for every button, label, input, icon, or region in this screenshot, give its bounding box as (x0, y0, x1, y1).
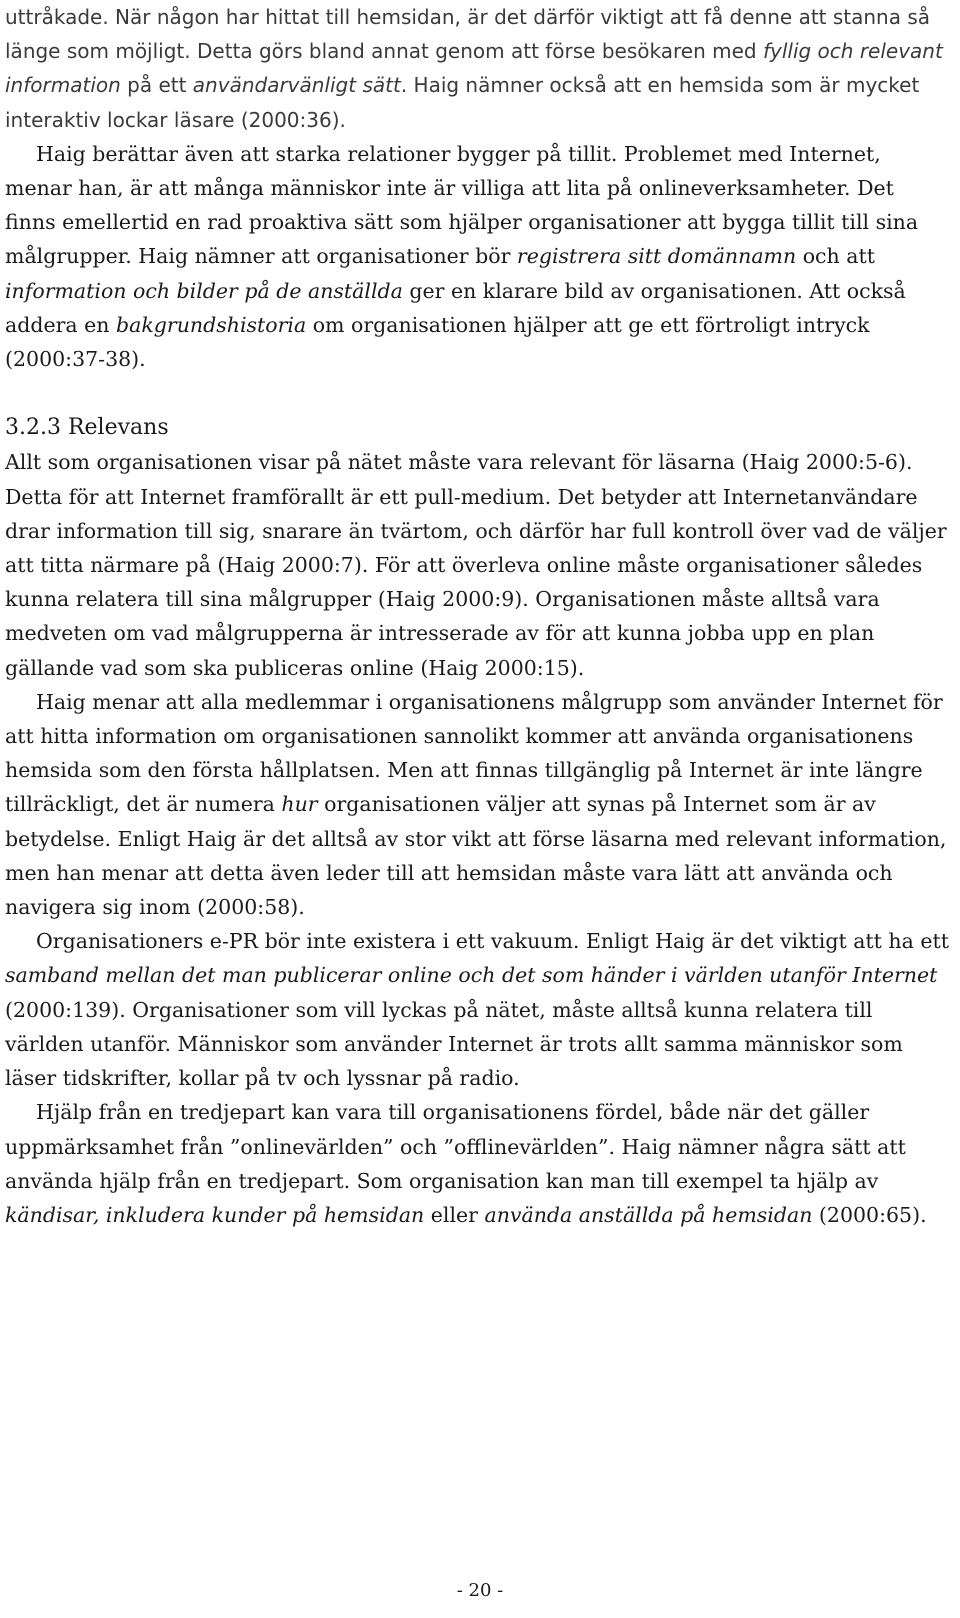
text-run: (2000:139). Organisationer som vill lyckas på nätet, måste alltså kunna relatera till världen utanför. Människor som använder Internet är trots allt samma människor som läser tidskrifter, kollar på tv och lyssnar på radio. (5, 997, 903, 1091)
text-run: Hjälp från en tredjepart kan vara till organisationens fördel, både när det gäller uppmärksamhet från ”onlinevärlden” och ”offlinevärlden”. Haig nämner några sätt att använda hjälp från en tredjepart. Som organisation kan man till exempel ta hjälp av (5, 1100, 906, 1193)
text-run: organisationen väljer att synas på Internet som är av betydelse. Enligt Haig är det alltså av stor vikt att förse läsarna med relevant information, men han menar att detta även leder till att hemsidan måste vara lätt att använda och navigera sig inom (2000:58). (5, 792, 947, 920)
paragraph-trust (5, 137, 950, 376)
text-run: och att (796, 244, 875, 269)
document-body (5, 0, 950, 1232)
section-heading: 3.2.3 Relevans (5, 415, 169, 441)
text-run: om organisationen hjälper att ge ett förtroligt intryck (2000:37-38). (5, 312, 870, 372)
italic-run: kändisar, inkludera kunder på hemsidan (5, 1202, 425, 1227)
paragraph-website (5, 685, 950, 924)
text-run: Haig berättar även att starka relationer bygger på tillit. Problemet med Internet, menar han, är att många människor inte är villiga att lita på onlineverksamheter. Det finns emellertid en rad proaktiva sätt som hjälper organisationer att bygga tillit till sina målgrupper. Haig nämner att organisationer bör (5, 141, 919, 269)
italic-run: information och bilder på de anställda (5, 278, 403, 303)
italic-run: registrera sitt domännamn (516, 244, 797, 269)
paragraph-vacuum (5, 924, 950, 1095)
italic-run: användarvänligt sätt (192, 73, 401, 98)
text-run: eller (424, 1202, 485, 1227)
paragraph-relevance: Allt som organisationen visar på nätet måste vara relevant för läsarna (Haig 2000:5-6). Detta för att Internet framförallt är ett pull-medium. Det betyder att Internetanvändare drar information till sig, snarare än tvärtom, och därför har full kontroll över vad de väljer att titta närmare på (Haig 2000:7). För att överleva online måste organisationer således kunna relatera till sina målgrupper (Haig 2000:9). Organisationen måste alltså vara medveten om vad målgrupperna är intresserade av för att kunna jobba upp en plan gällande vad som ska publiceras online (Haig 2000:15). (5, 450, 947, 680)
italic-run: samband mellan det man publicerar online och det som händer i världen utanför Internet (5, 963, 938, 988)
italic-run: använda anställda på hemsidan (484, 1202, 813, 1227)
text-run: på ett (120, 73, 193, 98)
italic-run: bakgrundshistoria (116, 312, 307, 337)
italic-run: hur (281, 792, 318, 817)
paragraph-third-party (5, 1095, 950, 1232)
text-run: Organisationers e-PR bör inte existera i ett vakuum. Enligt Haig är det viktigt att ha ett (36, 929, 949, 954)
text-run: uttråkade. När någon har hittat till hemsidan, är det därför viktigt att få denne att stanna så länge som möjligt. Detta görs bland annat genom att förse besökaren med (5, 5, 931, 64)
text-run: . Haig nämner också att en hemsida som är mycket interaktiv lockar läsare (2000:36). (5, 73, 920, 132)
page-number: - 20 - (456, 1580, 504, 1601)
text-run: Haig menar att alla medlemmar i organisationens målgrupp som använder Internet för att hitta information om organisationen sannolikt kommer att använda organisationens hemsida som den första hållplatsen. Men att finnas tillgänglig på Internet är inte längre tillräckligt, det är numera (5, 689, 943, 817)
paragraph-engagement (5, 0, 950, 137)
italic-run: fyllig och relevant information (5, 39, 943, 98)
text-run: (2000:65). (812, 1202, 927, 1227)
text-run: ger en klarare bild av organisationen. Att också addera en (5, 278, 906, 337)
